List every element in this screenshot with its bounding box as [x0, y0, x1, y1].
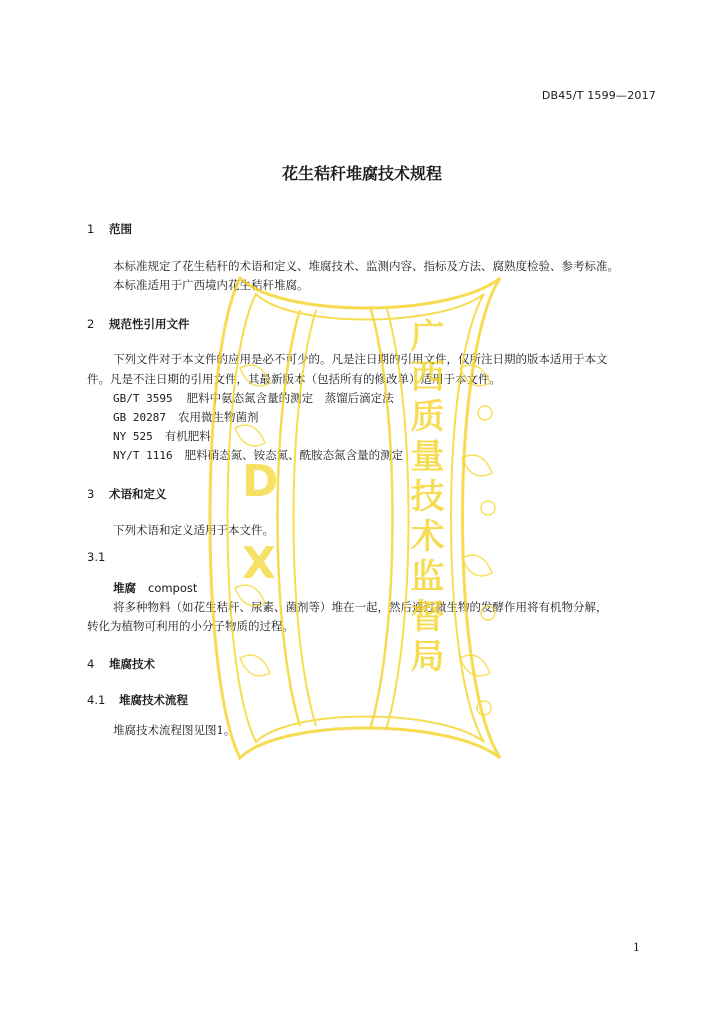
reference-item: [113, 428, 211, 444]
section-4-paragraph: 堆腐技术流程图见图1。: [113, 723, 236, 737]
reference-code: NY 525: [113, 430, 153, 443]
section-2-intro-line-1: 下列文件对于本文件的应用是必不可少的。凡是注日期的引用文件，仅所注日期的版本适用于本文: [113, 352, 608, 366]
section-2-intro-line-2: 件。凡是不注日期的引用文件，其最新版本（包括所有的修改单）适用于本文件。: [87, 372, 501, 386]
reference-code: GB 20287: [113, 411, 166, 424]
section-4-number: 4: [87, 657, 95, 671]
reference-item: [113, 390, 394, 406]
subsection-4-1-title: 堆腐技术流程: [119, 693, 188, 707]
reference-name: 肥料中氨态氮含量的测定 蒸馏后滴定法: [186, 391, 394, 405]
document-title: 花生秸秆堆腐技术规程: [281, 164, 442, 183]
seal-letter-d: D: [242, 456, 279, 507]
term-definition-line-1: 将多种物料（如花生秸秆、尿素、菌剂等）堆在一起，然后通过微生物的发酵作用将有机物分解，: [113, 600, 608, 614]
subsection-3-1-number: 3.1: [87, 550, 106, 564]
reference-code: GB/T 3595: [113, 392, 173, 405]
reference-name: 有机肥料: [164, 429, 211, 443]
section-1-paragraph-1: 本标准规定了花生秸秆的术语和定义、堆腐技术、监测内容、指标及方法、腐熟度检验、参考标准。: [113, 259, 619, 273]
reference-name: 肥料硝态氮、铵态氮、酰胺态氮含量的测定: [184, 448, 404, 462]
section-1-title: 范围: [109, 222, 132, 236]
term-definition-line-2: 转化为植物可利用的小分子物质的过程。: [87, 619, 294, 633]
reference-item: [113, 409, 258, 425]
section-2-number: 2: [87, 317, 95, 331]
section-4-heading: [87, 656, 155, 672]
section-3-intro: 下列术语和定义适用于本文件。: [113, 523, 274, 537]
term-english: compost: [148, 581, 198, 595]
subsection-4-1-heading: [87, 692, 188, 708]
seal-letter-x: X: [242, 538, 276, 589]
section-1-number: 1: [87, 222, 95, 236]
section-1-paragraph-2: 本标准适用于广西境内花生秸秆堆腐。: [113, 278, 309, 292]
section-2-heading: [87, 316, 190, 332]
section-2-title: 规范性引用文件: [109, 317, 190, 331]
reference-item: [113, 447, 403, 463]
standard-number: DB45/T 1599—2017: [541, 89, 656, 102]
term-entry: [113, 580, 197, 596]
official-seal-stamp: [200, 258, 530, 776]
reference-name: 农用微生物菌剂: [177, 410, 259, 424]
subsection-4-1-number: 4.1: [87, 693, 106, 707]
term-chinese: 堆腐: [113, 581, 136, 595]
section-1-heading: [87, 221, 132, 237]
seal-agency-name: 广西质量技术监督局: [404, 318, 444, 678]
reference-code: NY/T 1116: [113, 449, 173, 462]
section-3-number: 3: [87, 487, 95, 501]
page-number: 1: [633, 941, 640, 954]
section-4-title: 堆腐技术: [109, 657, 155, 671]
section-3-title: 术语和定义: [109, 487, 167, 501]
section-3-heading: [87, 486, 167, 502]
